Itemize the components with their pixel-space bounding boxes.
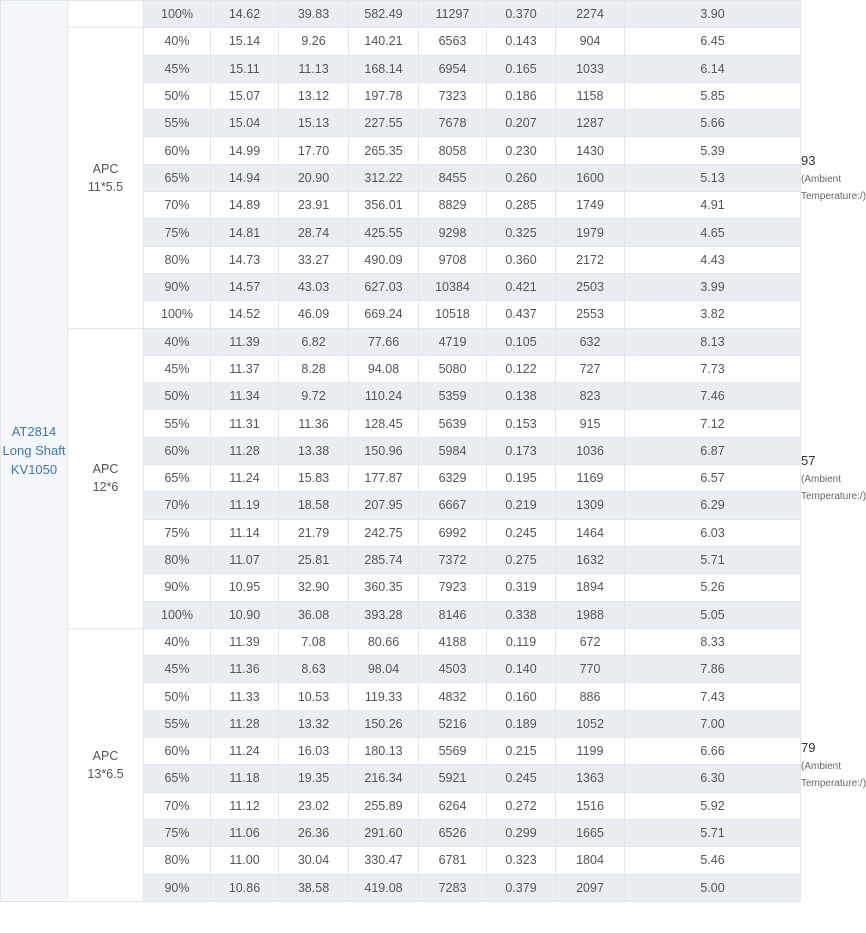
table-cell: 0.140 xyxy=(487,656,556,683)
table-cell: 312.22 xyxy=(349,164,419,191)
table-cell: 6781 xyxy=(419,847,487,874)
table-cell: 90% xyxy=(144,574,211,601)
table-body xyxy=(1,1,866,902)
table-cell: 582.49 xyxy=(349,1,419,28)
table-cell: 1894 xyxy=(556,574,625,601)
table-cell: 11.13 xyxy=(279,55,349,82)
table-cell: 30.04 xyxy=(279,847,349,874)
table-cell: 6.29 xyxy=(625,492,801,519)
table-row: APC 13*6.5 40% 11.39 7.08 80.66 4188 0.119 672 8.33 79 (Ambient Temperature:/) xyxy=(1,628,801,655)
table-cell: 90% xyxy=(144,273,211,300)
table-cell: 168.14 xyxy=(349,55,419,82)
table-cell: 9708 xyxy=(419,246,487,273)
table-cell: 207.95 xyxy=(349,492,419,519)
table-cell: 14.62 xyxy=(211,1,279,28)
table-cell: 38.58 xyxy=(279,874,349,901)
table-cell: 14.94 xyxy=(211,164,279,191)
table-cell: 0.245 xyxy=(487,765,556,792)
table-cell: 0.153 xyxy=(487,410,556,437)
table-cell: 0.299 xyxy=(487,819,556,846)
table-cell: 0.119 xyxy=(487,628,556,655)
table-cell: 1600 xyxy=(556,164,625,191)
table-cell: 13.12 xyxy=(279,82,349,109)
table-cell: 5359 xyxy=(419,383,487,410)
table-cell: 356.01 xyxy=(349,192,419,219)
table-cell: 0.360 xyxy=(487,246,556,273)
table-cell: 8455 xyxy=(419,164,487,191)
table-cell: 28.74 xyxy=(279,219,349,246)
table-cell: 45% xyxy=(144,55,211,82)
table-cell: 8.33 xyxy=(625,628,801,655)
table-cell: 0.230 xyxy=(487,137,556,164)
table-cell: 11.12 xyxy=(211,792,279,819)
table-cell: 5921 xyxy=(419,765,487,792)
table-cell: 6264 xyxy=(419,792,487,819)
table-cell: 8.28 xyxy=(279,355,349,382)
prop-cell-empty xyxy=(68,1,144,28)
table-cell: 8146 xyxy=(419,601,487,628)
table-cell: 0.219 xyxy=(487,492,556,519)
table-cell: 11.33 xyxy=(211,683,279,710)
table-cell: 1158 xyxy=(556,82,625,109)
table-cell: 7923 xyxy=(419,574,487,601)
table-cell: 5.39 xyxy=(625,137,801,164)
table-cell: 5.85 xyxy=(625,82,801,109)
table-cell: 5.00 xyxy=(625,874,801,901)
table-cell: 6954 xyxy=(419,55,487,82)
table-cell: 0.323 xyxy=(487,847,556,874)
table-cell: 330.47 xyxy=(349,847,419,874)
table-cell: 6329 xyxy=(419,465,487,492)
table-cell: 291.60 xyxy=(349,819,419,846)
table-cell: 242.75 xyxy=(349,519,419,546)
table-cell: 419.08 xyxy=(349,874,419,901)
table-row xyxy=(1,1,801,28)
table-cell: 6.87 xyxy=(625,437,801,464)
table-cell: 5984 xyxy=(419,437,487,464)
table-cell: 6563 xyxy=(419,28,487,55)
table-cell: 15.11 xyxy=(211,55,279,82)
table-cell: 9298 xyxy=(419,219,487,246)
table-cell: 70% xyxy=(144,492,211,519)
table-cell: 0.275 xyxy=(487,546,556,573)
table-cell: 1665 xyxy=(556,819,625,846)
table-cell: 5.05 xyxy=(625,601,801,628)
table-cell: 7.00 xyxy=(625,710,801,737)
table-cell: 50% xyxy=(144,383,211,410)
table-cell: 140.21 xyxy=(349,28,419,55)
table-cell: 5639 xyxy=(419,410,487,437)
table-cell: 669.24 xyxy=(349,301,419,328)
table-cell: 2274 xyxy=(556,1,625,28)
table-cell: 5.66 xyxy=(625,110,801,137)
table-cell: 0.138 xyxy=(487,383,556,410)
table-cell: 7678 xyxy=(419,110,487,137)
table-cell: 43.03 xyxy=(279,273,349,300)
motor-cell xyxy=(1,1,68,902)
table-cell: 4832 xyxy=(419,683,487,710)
table-cell: 11.36 xyxy=(279,410,349,437)
table-cell: 0.325 xyxy=(487,219,556,246)
table-cell: 5.13 xyxy=(625,164,801,191)
table-cell: 5.46 xyxy=(625,847,801,874)
table-cell: 55% xyxy=(144,110,211,137)
table-cell: 8829 xyxy=(419,192,487,219)
table-cell: 0.370 xyxy=(487,1,556,28)
table-cell: 7.46 xyxy=(625,383,801,410)
prop-cell xyxy=(68,328,144,628)
table-cell: 110.24 xyxy=(349,383,419,410)
table-cell: 2553 xyxy=(556,301,625,328)
table-cell: 6667 xyxy=(419,492,487,519)
table-cell: 904 xyxy=(556,28,625,55)
table-cell: 823 xyxy=(556,383,625,410)
table-cell: 770 xyxy=(556,656,625,683)
table-cell: 15.07 xyxy=(211,82,279,109)
table-cell: 80.66 xyxy=(349,628,419,655)
table-cell: 0.338 xyxy=(487,601,556,628)
table-cell: 0.122 xyxy=(487,355,556,382)
table-cell: 5.26 xyxy=(625,574,801,601)
table-cell: 1199 xyxy=(556,738,625,765)
prop-label: APC 11*5.5 xyxy=(87,161,124,194)
table-cell: 19.35 xyxy=(279,765,349,792)
table-cell: 1363 xyxy=(556,765,625,792)
table-cell: 7.43 xyxy=(625,683,801,710)
table-cell: 0.207 xyxy=(487,110,556,137)
table-cell: 627.03 xyxy=(349,273,419,300)
table-cell: 65% xyxy=(144,465,211,492)
table-cell: 11.19 xyxy=(211,492,279,519)
table-cell: 6.57 xyxy=(625,465,801,492)
table-cell: 6.30 xyxy=(625,765,801,792)
table-cell: 14.57 xyxy=(211,273,279,300)
table-cell: 11.31 xyxy=(211,410,279,437)
table-cell: 4719 xyxy=(419,328,487,355)
table-cell: 6526 xyxy=(419,819,487,846)
table-cell: 45% xyxy=(144,656,211,683)
table-cell: 10.86 xyxy=(211,874,279,901)
table-cell: 0.195 xyxy=(487,465,556,492)
table-cell: 1169 xyxy=(556,465,625,492)
table-cell: 11.39 xyxy=(211,328,279,355)
table-cell: 15.13 xyxy=(279,110,349,137)
table-cell: 10.95 xyxy=(211,574,279,601)
table-cell: 50% xyxy=(144,82,211,109)
table-cell: 14.99 xyxy=(211,137,279,164)
table-cell: 3.82 xyxy=(625,301,801,328)
table-cell: 265.35 xyxy=(349,137,419,164)
table-cell: 60% xyxy=(144,437,211,464)
table-cell: 11.14 xyxy=(211,519,279,546)
table-cell: 119.33 xyxy=(349,683,419,710)
table-cell: 3.99 xyxy=(625,273,801,300)
table-cell: 6.14 xyxy=(625,55,801,82)
table-cell: 11.00 xyxy=(211,847,279,874)
table-cell: 98.04 xyxy=(349,656,419,683)
table-cell: 727 xyxy=(556,355,625,382)
table-cell: 4.65 xyxy=(625,219,801,246)
table-cell: 1036 xyxy=(556,437,625,464)
table-cell: 5216 xyxy=(419,710,487,737)
table-cell: 2097 xyxy=(556,874,625,901)
table-cell: 32.90 xyxy=(279,574,349,601)
table-cell: 65% xyxy=(144,164,211,191)
table-cell: 886 xyxy=(556,683,625,710)
table-cell: 13.38 xyxy=(279,437,349,464)
table-cell: 25.81 xyxy=(279,546,349,573)
table-cell: 0.165 xyxy=(487,55,556,82)
table-cell: 1287 xyxy=(556,110,625,137)
table-cell: 0.319 xyxy=(487,574,556,601)
prop-label: APC 12*6 xyxy=(92,462,119,495)
table-cell: 8.63 xyxy=(279,656,349,683)
table-cell: 26.36 xyxy=(279,819,349,846)
table-cell: 6992 xyxy=(419,519,487,546)
table-cell: 1632 xyxy=(556,546,625,573)
table-cell: 55% xyxy=(144,410,211,437)
table-cell: 39.83 xyxy=(279,1,349,28)
table-cell: 10.90 xyxy=(211,601,279,628)
table-cell: 1749 xyxy=(556,192,625,219)
table-cell: 7.12 xyxy=(625,410,801,437)
table-cell: 15.83 xyxy=(279,465,349,492)
table-cell: 65% xyxy=(144,765,211,792)
prop-cell xyxy=(68,628,144,901)
table-cell: 94.08 xyxy=(349,355,419,382)
table-cell: 45% xyxy=(144,355,211,382)
table-cell: 360.35 xyxy=(349,574,419,601)
table-cell: 70% xyxy=(144,192,211,219)
table-cell: 216.34 xyxy=(349,765,419,792)
table-cell: 11.34 xyxy=(211,383,279,410)
table-cell: 8.13 xyxy=(625,328,801,355)
table-cell: 0.189 xyxy=(487,710,556,737)
table-cell: 5080 xyxy=(419,355,487,382)
table-cell: 11.37 xyxy=(211,355,279,382)
table-cell: 10518 xyxy=(419,301,487,328)
table-cell: 5.71 xyxy=(625,546,801,573)
table-cell: 23.02 xyxy=(279,792,349,819)
table-cell: 60% xyxy=(144,137,211,164)
table-cell: 150.96 xyxy=(349,437,419,464)
table-cell: 632 xyxy=(556,328,625,355)
table-cell: 70% xyxy=(144,792,211,819)
table-cell: 60% xyxy=(144,738,211,765)
table-cell: 1309 xyxy=(556,492,625,519)
table-cell: 21.79 xyxy=(279,519,349,546)
table-cell: 11297 xyxy=(419,1,487,28)
table-cell: 0.245 xyxy=(487,519,556,546)
table-cell: 11.28 xyxy=(211,710,279,737)
table-cell: 915 xyxy=(556,410,625,437)
table-cell: 0.260 xyxy=(487,164,556,191)
table-cell: 0.105 xyxy=(487,328,556,355)
table-cell: 80% xyxy=(144,246,211,273)
table-cell: 80% xyxy=(144,546,211,573)
table-cell: 75% xyxy=(144,819,211,846)
table-cell: 36.08 xyxy=(279,601,349,628)
table-cell: 11.06 xyxy=(211,819,279,846)
table-cell: 0.215 xyxy=(487,738,556,765)
table-cell: 23.91 xyxy=(279,192,349,219)
table-cell: 6.66 xyxy=(625,738,801,765)
prop-cell xyxy=(68,28,144,328)
table-cell: 1979 xyxy=(556,219,625,246)
table-cell: 15.04 xyxy=(211,110,279,137)
table-cell: 16.03 xyxy=(279,738,349,765)
table-cell: 4503 xyxy=(419,656,487,683)
table-cell: 0.437 xyxy=(487,301,556,328)
table-row: APC 11*5.5 40% 15.14 9.26 140.21 6563 0.143 904 6.45 93 (Ambient Temperature:/) xyxy=(1,28,801,55)
table-cell: 11.07 xyxy=(211,546,279,573)
table-cell: 7.73 xyxy=(625,355,801,382)
table-cell: 14.52 xyxy=(211,301,279,328)
table-cell: 490.09 xyxy=(349,246,419,273)
table-cell: 55% xyxy=(144,710,211,737)
table-cell: 177.87 xyxy=(349,465,419,492)
table-cell: 14.89 xyxy=(211,192,279,219)
table-cell: 100% xyxy=(144,1,211,28)
table-cell: 14.73 xyxy=(211,246,279,273)
table-cell: 33.27 xyxy=(279,246,349,273)
table-cell: 40% xyxy=(144,328,211,355)
table-cell: 0.285 xyxy=(487,192,556,219)
table-cell: 285.74 xyxy=(349,546,419,573)
table-cell: 75% xyxy=(144,219,211,246)
table-cell: 6.03 xyxy=(625,519,801,546)
table-cell: 128.45 xyxy=(349,410,419,437)
table-cell: 0.421 xyxy=(487,273,556,300)
table-cell: 2172 xyxy=(556,246,625,273)
table-cell: 75% xyxy=(144,519,211,546)
table-cell: 4.43 xyxy=(625,246,801,273)
table-cell: 5.71 xyxy=(625,819,801,846)
table-cell: 46.09 xyxy=(279,301,349,328)
table-cell: 20.90 xyxy=(279,164,349,191)
table-cell: 11.18 xyxy=(211,765,279,792)
table-cell: 10.53 xyxy=(279,683,349,710)
table-cell: 11.24 xyxy=(211,738,279,765)
table-cell: 100% xyxy=(144,601,211,628)
table-cell: 0.186 xyxy=(487,82,556,109)
table-cell: 1988 xyxy=(556,601,625,628)
table-cell: 0.143 xyxy=(487,28,556,55)
table-cell: 1430 xyxy=(556,137,625,164)
table-cell: 4.91 xyxy=(625,192,801,219)
table-cell: 15.14 xyxy=(211,28,279,55)
table-cell: 1804 xyxy=(556,847,625,874)
table-cell: 7.86 xyxy=(625,656,801,683)
table-cell: 197.78 xyxy=(349,82,419,109)
table-cell: 7283 xyxy=(419,874,487,901)
table-cell: 7.08 xyxy=(279,628,349,655)
table-cell: 80% xyxy=(144,847,211,874)
table-row: APC 12*6 40% 11.39 6.82 77.66 4719 0.105 632 8.13 57 (Ambient Temperature:/) xyxy=(1,328,801,355)
table-cell: 40% xyxy=(144,628,211,655)
prop-label: APC 13*6.5 xyxy=(87,748,124,781)
table-cell: 7323 xyxy=(419,82,487,109)
table-cell: 180.13 xyxy=(349,738,419,765)
table-cell: 8058 xyxy=(419,137,487,164)
table-cell: 5569 xyxy=(419,738,487,765)
table-cell: 9.26 xyxy=(279,28,349,55)
table-cell: 0.272 xyxy=(487,792,556,819)
table-cell: 4188 xyxy=(419,628,487,655)
table-cell: 5.92 xyxy=(625,792,801,819)
table-cell: 17.70 xyxy=(279,137,349,164)
table-cell: 13.32 xyxy=(279,710,349,737)
table-cell: 227.55 xyxy=(349,110,419,137)
table-cell: 255.89 xyxy=(349,792,419,819)
table-cell: 0.173 xyxy=(487,437,556,464)
table-cell: 90% xyxy=(144,874,211,901)
table-cell: 50% xyxy=(144,683,211,710)
table-cell: 425.55 xyxy=(349,219,419,246)
table-cell: 1052 xyxy=(556,710,625,737)
table-cell: 2503 xyxy=(556,273,625,300)
table-cell: 1464 xyxy=(556,519,625,546)
table-cell: 0.379 xyxy=(487,874,556,901)
table-cell: 0.160 xyxy=(487,683,556,710)
motor-label: AT2814 Long Shaft KV1050 xyxy=(2,424,66,478)
table-cell: 6.45 xyxy=(625,28,801,55)
table-cell: 40% xyxy=(144,28,211,55)
table-cell: 7372 xyxy=(419,546,487,573)
table-cell: 14.81 xyxy=(211,219,279,246)
table-cell: 150.26 xyxy=(349,710,419,737)
table-cell: 77.66 xyxy=(349,328,419,355)
table-cell: 393.28 xyxy=(349,601,419,628)
table-cell: 11.24 xyxy=(211,465,279,492)
table-cell: 10384 xyxy=(419,273,487,300)
table-cell: 3.90 xyxy=(625,1,801,28)
table-cell: 11.28 xyxy=(211,437,279,464)
table-cell: 18.58 xyxy=(279,492,349,519)
table-cell: 6.82 xyxy=(279,328,349,355)
table-cell: 11.39 xyxy=(211,628,279,655)
table-cell: 1033 xyxy=(556,55,625,82)
table-cell: 1516 xyxy=(556,792,625,819)
table-cell: 100% xyxy=(144,301,211,328)
table-cell: 9.72 xyxy=(279,383,349,410)
table-cell: 11.36 xyxy=(211,656,279,683)
table-cell: 672 xyxy=(556,628,625,655)
